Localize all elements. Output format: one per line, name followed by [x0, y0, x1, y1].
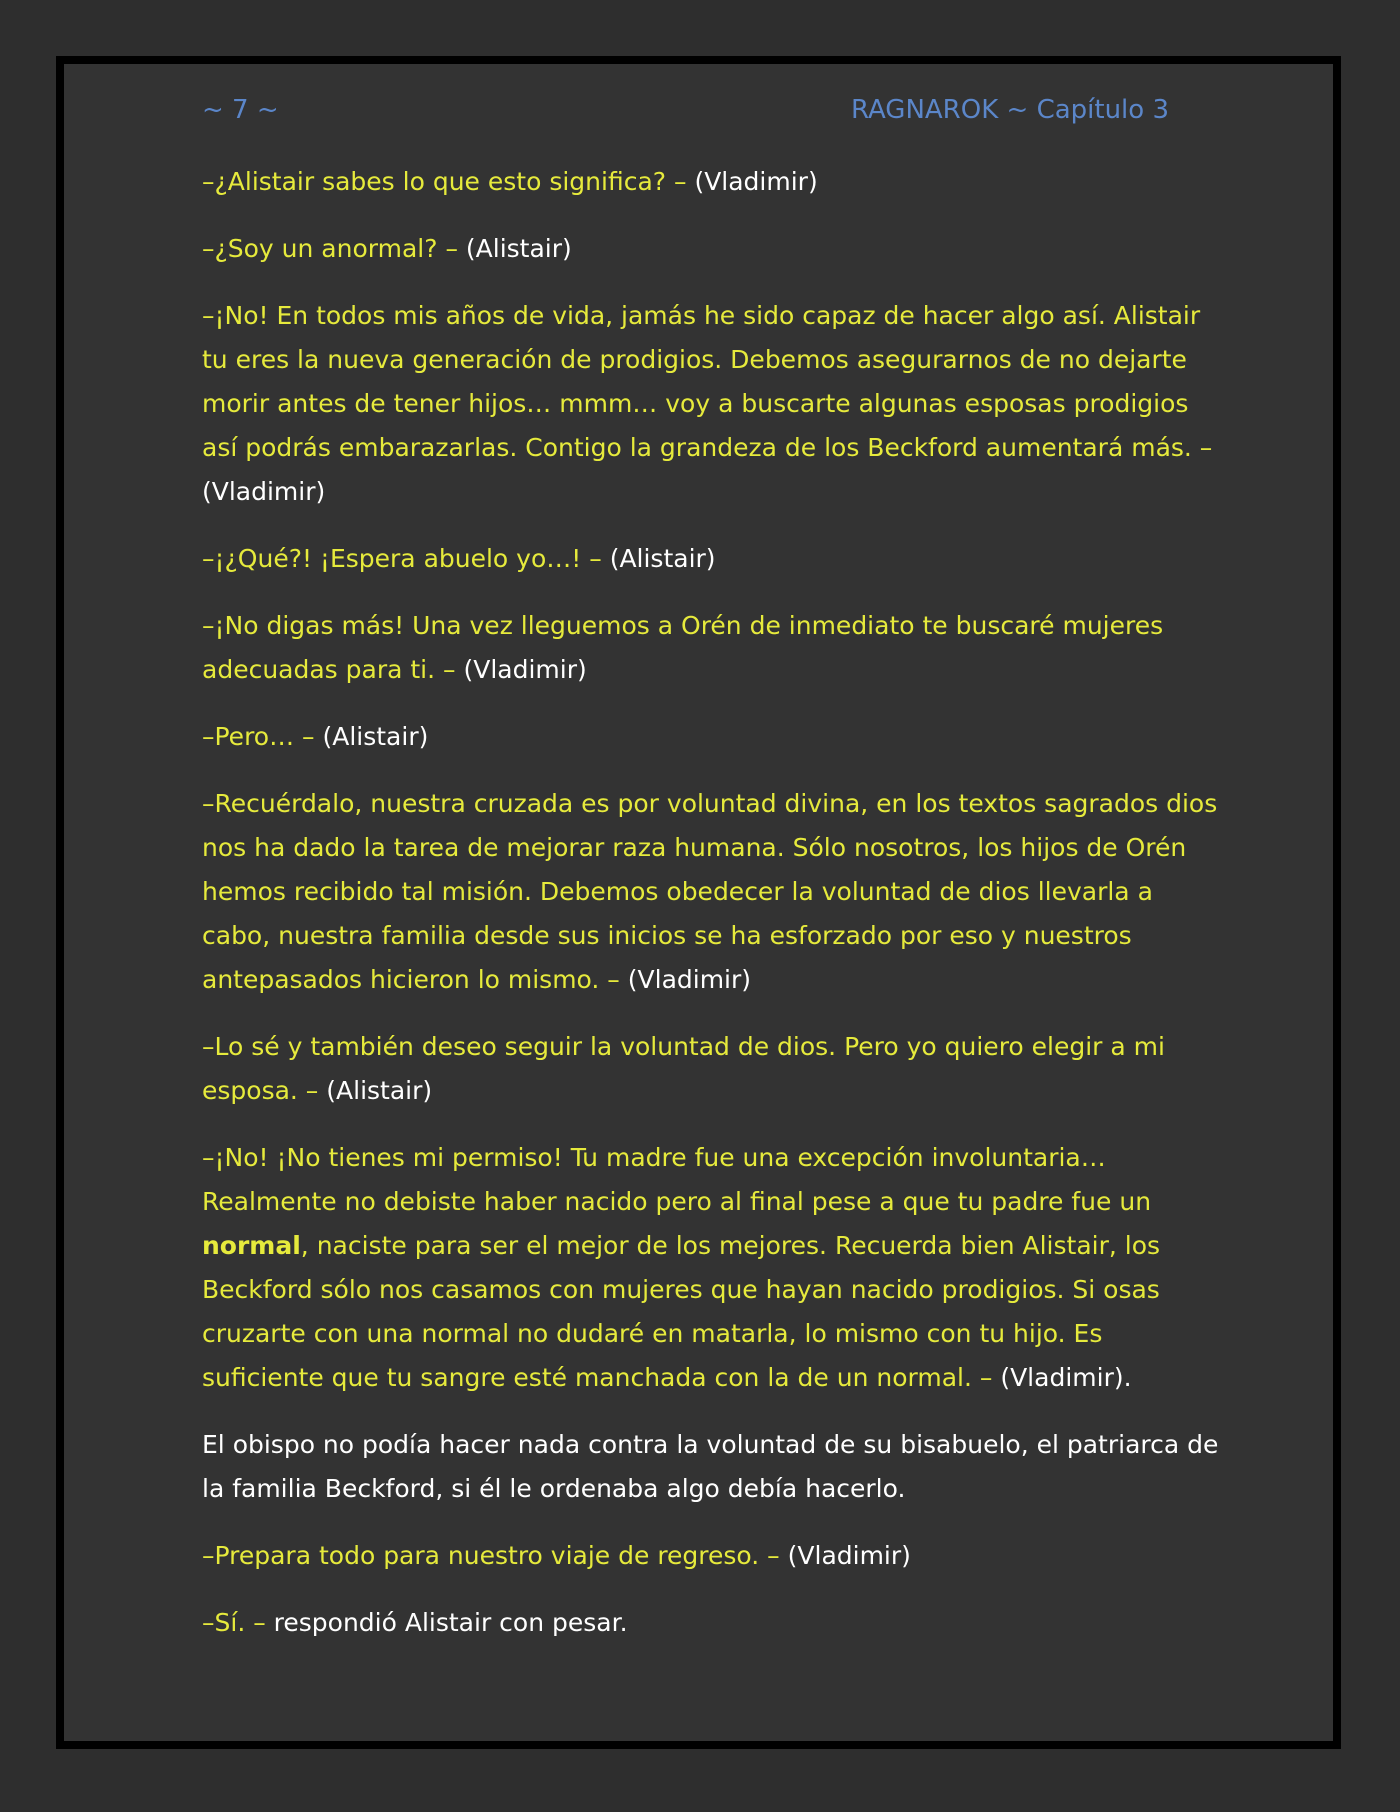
- dialogue-speech: –¿Alistair sabes lo que esto significa? –: [202, 167, 695, 196]
- dialogue-speech: –Sí. –: [202, 1608, 274, 1637]
- page-number: ~ 7 ~: [202, 95, 279, 125]
- speaker-tag: (Alistair): [465, 234, 572, 263]
- dialogue-paragraph-12: [202, 1601, 1222, 1645]
- page-content: [202, 160, 1222, 1668]
- dialogue-paragraph-1: [202, 160, 1222, 204]
- speaker-tag: (Vladimir): [787, 1541, 911, 1570]
- dialogue-paragraph-7: [202, 782, 1222, 1002]
- dialogue-paragraph-8: [202, 1025, 1222, 1113]
- speaker-tag: (Vladimir): [463, 655, 587, 684]
- dialogue-speech: –¡No digas más! Una vez lleguemos a Orén de inmediato te buscaré mujeres adecuadas para ti. –: [202, 611, 1164, 684]
- dialogue-paragraph-6: [202, 715, 1222, 759]
- speaker-tag: (Vladimir).: [1000, 1363, 1132, 1392]
- dialogue-speech: –Lo sé y también deseo seguir la voluntad de dios. Pero yo quiero elegir a mi esposa. –: [202, 1032, 1165, 1105]
- dialogue-paragraph-5: [202, 604, 1222, 692]
- dialogue-paragraph-9: [202, 1136, 1222, 1400]
- speaker-tag: (Alistair): [326, 1076, 433, 1105]
- page-header: [202, 90, 1169, 130]
- narration-paragraph: El obispo no podía hacer nada contra la voluntad de su bisabuelo, el patriarca de la familia Beckford, si él le ordenaba algo debía hacerlo.: [202, 1430, 1219, 1503]
- dialogue-speech: –¿Soy un anormal? –: [202, 234, 466, 263]
- dialogue-speech: –Prepara todo para nuestro viaje de regreso. –: [202, 1541, 788, 1570]
- speaker-tag: (Vladimir): [202, 477, 326, 506]
- dialogue-paragraph-3: [202, 294, 1222, 514]
- dialogue-speech: –¡No! ¡No tienes mi permiso! Tu madre fue una excepción involuntaria… Realmente no debiste haber nacido pero al final pese a que tu padre fue un: [202, 1143, 1152, 1216]
- dialogue-speech: –¡No! En todos mis años de vida, jamás he sido capaz de hacer algo así. Alistair tu eres la nueva generación de prodigios. Debemos asegurarnos de no dejarte morir antes de tener hijos… mmm… voy a buscarte algunas esposas prodigios así podrás embarazarlas. Contigo la grandeza de los Beckford aumentará más. –: [202, 301, 1213, 462]
- dialogue-paragraph-4: [202, 537, 1222, 581]
- speaker-tag: respondió Alistair con pesar.: [273, 1608, 628, 1637]
- speaker-tag: (Vladimir): [627, 965, 752, 994]
- dialogue-speech: –Recuérdalo, nuestra cruzada es por voluntad divina, en los textos sagrados dios nos ha dado la tarea de mejorar raza humana. Sólo nosotros, los hijos de Orén hemos recibido tal misión. Debemos obedecer la voluntad de dios llevarla a cabo, nuestra familia desde sus inicios se ha esforzado por eso y nuestros antepasados hicieron lo mismo. –: [202, 789, 1218, 994]
- speaker-tag: (Alistair): [609, 544, 716, 573]
- speaker-tag: (Vladimir): [694, 167, 818, 196]
- dialogue-speech: –Pero… –: [202, 722, 323, 751]
- dialogue-speech-continued: , naciste para ser el mejor de los mejores. Recuerda bien Alistair, los Beckford sólo nos casamos con mujeres que hayan nacido prodigios. Si osas cruzarte con una normal no dudaré en matarla, lo mismo con tu hijo. Es suficiente que tu sangre esté manchada con la de un normal. –: [202, 1231, 1161, 1392]
- dialogue-paragraph-2: [202, 227, 1222, 271]
- speaker-tag: (Alistair): [322, 722, 429, 751]
- emphasized-word: normal: [202, 1231, 301, 1260]
- dialogue-speech: –¡¿Qué?! ¡Espera abuelo yo…! –: [202, 544, 610, 573]
- dialogue-paragraph-11: [202, 1534, 1222, 1578]
- chapter-title: RAGNAROK ~ Capítulo 3: [850, 95, 1169, 125]
- document-page: [56, 56, 1341, 1749]
